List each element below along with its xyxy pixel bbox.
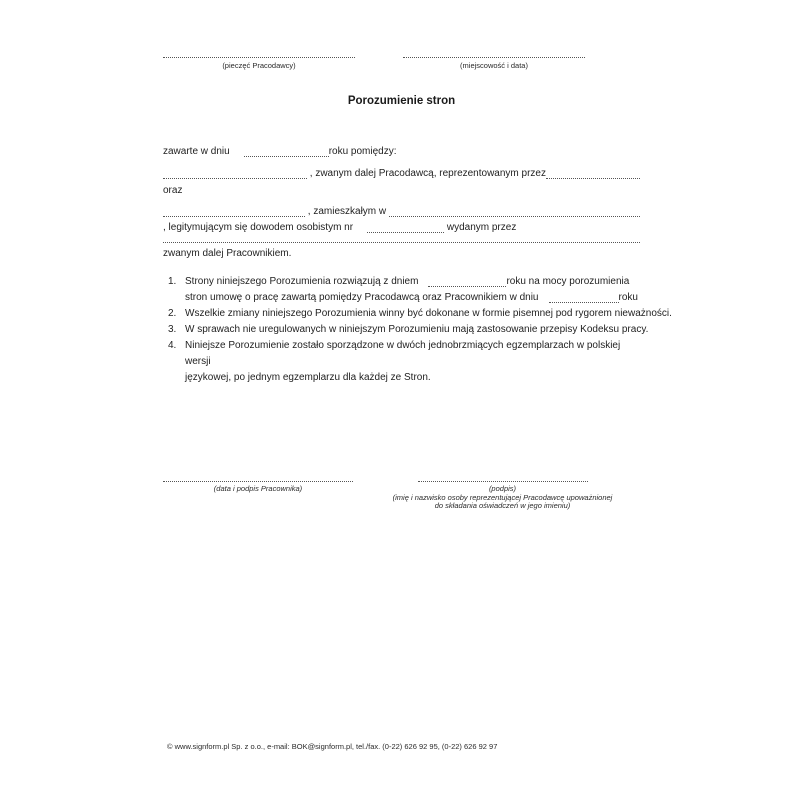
employer-signature-block (385, 474, 620, 511)
termination-date-blank-field (428, 286, 506, 287)
list-item (163, 322, 649, 338)
clause-1-line-2 (185, 290, 643, 306)
list-item (163, 274, 643, 306)
employer-stamp-block (163, 50, 355, 70)
intro-employee-called-text: zwanym dalej Pracownikiem. (163, 248, 292, 259)
issuer-blank-field (163, 242, 640, 243)
representative-blank-field (546, 178, 640, 179)
employer-stamp-line (163, 50, 355, 58)
clauses-list (163, 274, 672, 386)
clause-1-line-1 (185, 274, 643, 290)
list-item (163, 338, 643, 386)
id-number-blank-field (367, 232, 444, 233)
intro-id-post: wydanym przez (444, 222, 517, 233)
clause-4-text (185, 338, 643, 386)
document-header (163, 50, 640, 80)
contract-date-blank-field (549, 302, 619, 303)
intro-date-post: roku pomiędzy: (328, 146, 397, 157)
place-date-label: (miejscowość i data) (460, 61, 528, 70)
clause-1-post: roku na mocy porozumienia (506, 276, 630, 287)
list-item-number: 3. (168, 324, 177, 335)
employer-signature-label-1: (podpis) (488, 484, 517, 493)
intro-line-date (163, 144, 640, 160)
clause-4-line-2: językowej, po jednym egzemplarzu dla każdej ze Stron. (185, 372, 431, 383)
clause-1-line2-pre: stron umowę o pracę zawartą pomiędzy Pracodawcą oraz Pracownikiem w dniu (185, 292, 539, 303)
employer-signature-label-3: do składania oświadczeń w jego imieniu) (434, 501, 571, 510)
date-blank-field (244, 156, 329, 157)
intro-date-pre: zawarte w dniu (163, 146, 230, 157)
clause-2-text: Wszelkie zmiany niniejszego Porozumienia winny być dokonane w formie pisemnej pod rygorem nieważności. (185, 308, 672, 319)
clause-4-line-1: Niniejsze Porozumienie zostało sporządzone w dwóch jednobrzmiących egzemplarzach w polskiej wersji (185, 340, 621, 367)
list-item-number: 2. (168, 308, 177, 319)
list-item-number: 1. (168, 276, 177, 287)
employee-signature-label: (data i podpis Pracownika) (213, 484, 303, 493)
clause-1-pre: Strony niniejszego Porozumienia rozwiązują z dniem (185, 276, 419, 287)
employer-signature-line (418, 474, 588, 482)
publisher-footer: © www.signform.pl Sp. z o.o., e-mail: BOK@signform.pl, tel./fax. (0-22) 626 92 95, (0-22) 626 92 97 (167, 742, 498, 751)
intro-line-id (163, 220, 640, 236)
intro-section (163, 144, 640, 262)
intro-line-employee (163, 204, 640, 220)
clause-1-line2-post: roku (618, 292, 638, 303)
intro-line-oraz (163, 183, 640, 199)
intro-residence-text: , zamieszkałym w (305, 206, 389, 217)
document-title: Porozumienie stron (347, 95, 456, 107)
employee-name-blank-field (163, 216, 305, 217)
place-date-block (403, 50, 585, 70)
intro-id-pre: , legitymującym się dowodem osobistym nr (163, 222, 354, 233)
employee-signature-block (163, 474, 353, 494)
place-date-line (403, 50, 585, 58)
employer-stamp-label: (pieczęć Pracodawcy) (222, 61, 296, 70)
clause-3-text: W sprawach nie uregulowanych w niniejszym Porozumieniu mają zastosowanie przepisy Kodeksu pracy. (185, 324, 649, 335)
employer-name-blank-field (163, 178, 307, 179)
intro-employer-text: , zwanym dalej Pracodawcą, reprezentowanym przez (307, 168, 546, 179)
employer-signature-label-2: (imię i nazwisko osoby reprezentującej Pracodawcę upoważnionej (392, 492, 613, 502)
list-item (163, 306, 672, 322)
residence-blank-field (389, 216, 640, 217)
intro-oraz-text: oraz (163, 185, 183, 196)
intro-line-employer (163, 166, 640, 182)
employee-signature-line (163, 474, 353, 482)
clause-1-text (185, 274, 643, 306)
intro-line-pracownik (163, 246, 640, 262)
list-item-number: 4. (168, 340, 177, 351)
